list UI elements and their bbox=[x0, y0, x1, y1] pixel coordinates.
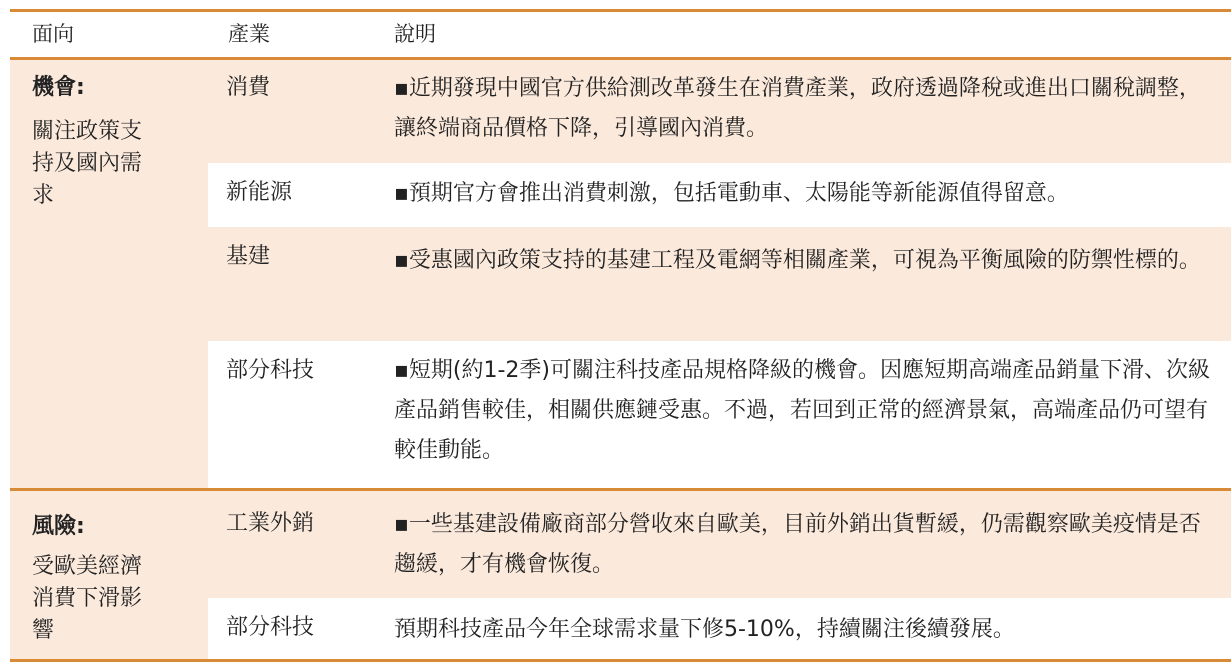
table-bottom-border bbox=[10, 659, 1231, 662]
description-text: ▪短期(約1-2季)可關注科技產品規格降級的機會。因應短期高端產品銷量下滑、次級產品銷售較佳，相關供應鏈受惠。不過，若回到正常的經濟景氣，高端產品仍可望有較佳動能。 bbox=[394, 358, 1211, 463]
risk-desc-line: 受歐美經濟 bbox=[32, 554, 143, 579]
description-text: 預期科技產品今年全球需求量下修5-10%，持續關注後續發展。 bbox=[394, 617, 1015, 642]
table-top-border bbox=[10, 9, 1231, 12]
industry-label: 工業外銷 bbox=[226, 511, 315, 536]
description-cell bbox=[376, 598, 1231, 659]
industry-cell bbox=[208, 491, 376, 598]
opportunity-description bbox=[32, 116, 142, 212]
industry-cell bbox=[208, 341, 376, 488]
opportunity-desc-line: 求 bbox=[32, 183, 55, 208]
description-text: ▪受惠國內政策支持的基建工程及電網等相關產業，可視為平衡風險的防禦性標的。 bbox=[394, 248, 1201, 273]
opportunity-desc-line: 持及國內需 bbox=[32, 151, 143, 176]
risk-desc-line: 響 bbox=[32, 618, 55, 643]
industry-cell bbox=[208, 60, 376, 164]
industry-cell bbox=[208, 165, 376, 227]
opportunity-title: 機會: bbox=[32, 75, 85, 100]
description-text: ▪預期官方會推出消費刺激，包括電動車、太陽能等新能源值得留意。 bbox=[394, 181, 1069, 206]
risk-title: 風險: bbox=[32, 514, 85, 539]
opportunity-desc-line: 關注政策支 bbox=[32, 119, 143, 144]
risk-desc-line: 消費下滑影 bbox=[32, 586, 143, 611]
header-description: 說明 bbox=[394, 22, 436, 46]
industry-label: 部分科技 bbox=[226, 358, 315, 383]
industry-label: 部分科技 bbox=[226, 615, 315, 640]
industry-label: 基建 bbox=[226, 244, 271, 269]
description-cell bbox=[376, 491, 1231, 598]
industry-cell bbox=[208, 227, 376, 341]
risk-aspect-cell bbox=[10, 491, 208, 659]
industry-cell bbox=[208, 598, 376, 659]
description-text: ▪一些基建設備廠商部分營收來自歐美，目前外銷出貨暫緩，仍需觀察歐美疫情是否趨緩，才有機會恢復。 bbox=[394, 512, 1201, 577]
header-aspect: 面向 bbox=[32, 22, 74, 46]
industry-label: 新能源 bbox=[226, 180, 293, 205]
description-cell bbox=[376, 165, 1231, 227]
description-text: ▪近期發現中國官方供給測改革發生在消費產業，政府透過降稅或進出口關稅調整，讓終端商品價格下降，引導國內消費。 bbox=[394, 76, 1201, 141]
description-cell bbox=[376, 341, 1231, 488]
description-cell bbox=[376, 227, 1231, 341]
header-industry: 產業 bbox=[228, 22, 270, 46]
industry-label: 消費 bbox=[226, 75, 271, 100]
description-cell bbox=[376, 60, 1231, 164]
opportunity-aspect-cell bbox=[10, 60, 208, 488]
risk-description bbox=[32, 551, 142, 647]
